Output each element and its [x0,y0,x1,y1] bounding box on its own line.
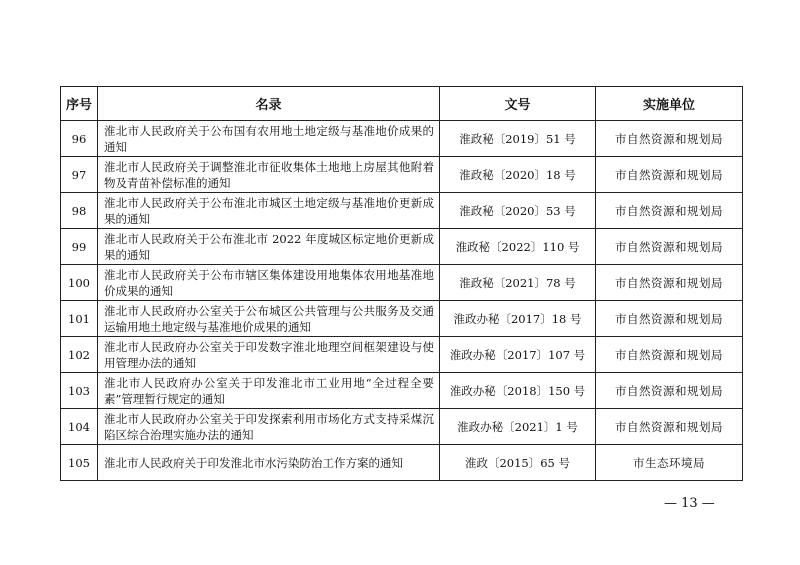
row-unit: 市生态环境局 [596,445,743,481]
row-unit: 市自然资源和规划局 [596,409,743,445]
row-unit: 市自然资源和规划局 [596,229,743,265]
table-row [61,157,743,193]
table-row [61,121,743,157]
row-seq: 101 [61,301,98,337]
header-name: 名录 [98,87,440,121]
row-unit: 市自然资源和规划局 [596,337,743,373]
row-doc-no: 淮政秘〔2021〕78 号 [440,265,596,301]
table-row [61,265,743,301]
row-doc-no: 淮政秘〔2020〕18 号 [440,157,596,193]
row-unit: 市自然资源和规划局 [596,373,743,409]
row-seq: 96 [61,121,98,157]
header-unit: 实施单位 [596,87,743,121]
row-doc-no: 淮政办秘〔2017〕18 号 [440,301,596,337]
row-doc-no: 淮政办秘〔2021〕1 号 [440,409,596,445]
row-doc-no: 淮政办秘〔2017〕107 号 [440,337,596,373]
row-unit: 市自然资源和规划局 [596,265,743,301]
row-seq: 98 [61,193,98,229]
row-name: 淮北市人民政府办公室关于印发数字淮北地理空间框架建设与使用管理办法的通知 [98,337,440,373]
row-seq: 102 [61,337,98,373]
table-row [61,373,743,409]
header-seq: 序号 [61,87,98,121]
row-doc-no: 淮政秘〔2019〕51 号 [440,121,596,157]
table-row [61,301,743,337]
row-name: 淮北市人民政府关于调整淮北市征收集体土地地上房屋其他附着物及青苗补偿标准的通知 [98,157,440,193]
row-doc-no: 淮政〔2015〕65 号 [440,445,596,481]
table-row [61,229,743,265]
row-name: 淮北市人民政府办公室关于公布城区公共管理与公共服务及交通运输用地土地定级与基准地价成果的通知 [98,301,440,337]
row-doc-no: 淮政秘〔2020〕53 号 [440,193,596,229]
row-name: 淮北市人民政府关于印发淮北市水污染防治工作方案的通知 [98,445,440,481]
row-name: 淮北市人民政府办公室关于印发淮北市工业用地“全过程全要素”管理暂行规定的通知 [98,373,440,409]
row-doc-no: 淮政办秘〔2018〕150 号 [440,373,596,409]
header-doc-no: 文号 [440,87,596,121]
table-header-row [61,87,743,121]
row-seq: 105 [61,445,98,481]
row-seq: 104 [61,409,98,445]
row-seq: 103 [61,373,98,409]
row-name: 淮北市人民政府关于公布淮北市 2022 年度城区标定地价更新成果的通知 [98,229,440,265]
table-row [61,445,743,481]
row-unit: 市自然资源和规划局 [596,301,743,337]
page-number: — 13 — [664,496,715,511]
row-name: 淮北市人民政府办公室关于印发探索利用市场化方式支持采煤沉陷区综合治理实施办法的通知 [98,409,440,445]
row-doc-no: 淮政秘〔2022〕110 号 [440,229,596,265]
row-name: 淮北市人民政府关于公布国有农用地土地定级与基准地价成果的通知 [98,121,440,157]
row-seq: 97 [61,157,98,193]
row-name: 淮北市人民政府关于公布淮北市城区土地定级与基准地价更新成果的通知 [98,193,440,229]
row-unit: 市自然资源和规划局 [596,157,743,193]
document-list-table [60,86,743,481]
table-row [61,337,743,373]
table-row [61,409,743,445]
row-unit: 市自然资源和规划局 [596,193,743,229]
row-unit: 市自然资源和规划局 [596,121,743,157]
row-seq: 100 [61,265,98,301]
row-name: 淮北市人民政府关于公布市辖区集体建设用地集体农用地基准地价成果的通知 [98,265,440,301]
row-seq: 99 [61,229,98,265]
table-row [61,193,743,229]
